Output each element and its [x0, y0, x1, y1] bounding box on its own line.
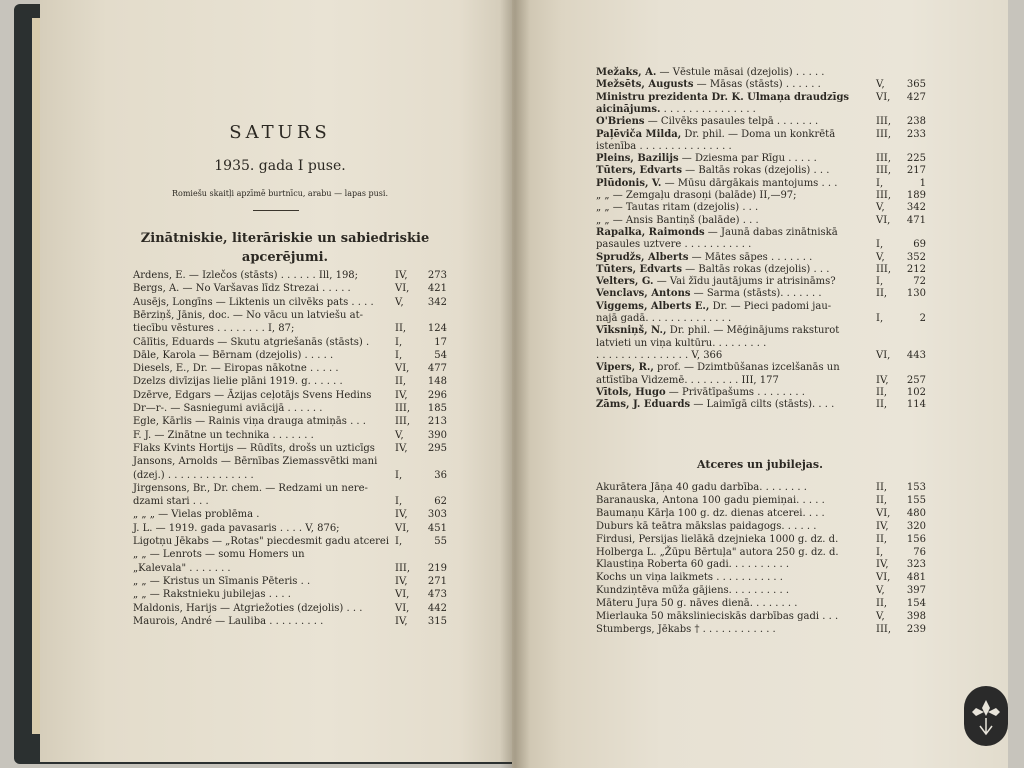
entry-title: Holberga L. „Žūpu Bērtuļa" autora 250 g. dz. d.	[596, 546, 839, 558]
entry-title: Kundziņtēva mūža gājiens. . . . . . . . . .	[596, 585, 790, 597]
entry-issue: V,	[395, 296, 404, 308]
entry-title: attīstība Vidzemē. . . . . . . . . III, 177	[596, 374, 779, 386]
entry-issue: IV,	[395, 270, 408, 281]
entry-issue: V,	[395, 429, 404, 441]
entry-page: 2	[919, 313, 926, 324]
entry-page: 1	[919, 177, 926, 189]
entry-page: 257	[906, 374, 926, 386]
watermark-logo	[964, 686, 1008, 746]
page-title: SATURS	[229, 122, 331, 143]
entry-title: Mežaks, A. — Vēstule māsai (dzejolis) . . . . .	[596, 67, 825, 78]
entry-issue: V,	[876, 79, 885, 91]
entry-page: 271	[427, 575, 447, 587]
entry-page: 481	[906, 572, 926, 584]
entry-page: 225	[906, 153, 926, 165]
entry-page: 273	[427, 270, 447, 281]
entry-page: 296	[427, 389, 447, 401]
entry-issue: III,	[876, 116, 892, 128]
entry-issue: III,	[395, 416, 411, 428]
entry-issue: II,	[876, 288, 888, 300]
entry-title: Akurātera Jāņa 40 gadu darbība. . . . . . . .	[596, 482, 807, 493]
entry-title: (dzej.) . . . . . . . . . . . . . .	[133, 469, 254, 481]
entry-page: 398	[906, 611, 926, 622]
entry-page: 76	[913, 546, 926, 558]
entry-title: Tūters, Edvarts — Baltās rokas (dzejolis) . . .	[596, 165, 830, 177]
section-heading-jubilees: Atceres un jubilejas.	[697, 458, 823, 471]
page-edge	[32, 18, 40, 734]
entry-issue: IV,	[395, 389, 408, 401]
entry-title: Bergs, A. — No Varšavas līdz Strezai . . . . .	[133, 283, 351, 295]
entry-issue: I,	[876, 239, 884, 251]
entry-title: „ „ „ — Vielas problēma .	[133, 509, 260, 521]
entry-title: tiecību vēstures . . . . . . . . I, 87;	[133, 323, 295, 335]
entry-page: 233	[906, 128, 926, 140]
entry-issue: III,	[876, 165, 892, 177]
entry-page: 451	[427, 522, 447, 534]
section-heading: Zinātniskie, literāriskie un sabiedriskie apcerējumi.	[140, 231, 430, 265]
entry-issue: II,	[395, 376, 407, 388]
entry-issue: V,	[876, 251, 885, 263]
entry-issue: VI,	[395, 602, 410, 614]
entry-title: „ „ — Zemgaļu drasoņi (balāde) II,—97;	[596, 190, 797, 201]
book-gutter	[500, 0, 530, 768]
entry-issue: II,	[395, 323, 407, 335]
entry-issue: VI,	[395, 589, 410, 601]
entry-title: Paļēviča Milda, Dr. phil. — Doma un konkrētā	[596, 128, 836, 140]
entry-page: 17	[434, 336, 447, 348]
entry-title: „ „ — Rakstnieku jubilejas . . . .	[133, 589, 291, 601]
entry-issue: I,	[395, 496, 403, 508]
entry-title: Baumaņu Kārļa 100 g. dz. dienas atcerei. . . .	[596, 507, 825, 519]
entry-issue: VI,	[876, 91, 891, 103]
page-note: Romiešu skaitļi apzīmē burtnīcu, arabu — lapas pusi.	[171, 189, 388, 198]
entry-page: 69	[913, 239, 926, 251]
entry-title: Dzērve, Edgars — Āzijas ceļotājs Svens Hedins	[133, 389, 372, 401]
entry-page: 427	[906, 91, 926, 103]
entry-issue: I,	[876, 276, 884, 288]
entry-title: Dzelzs divīzijas lielie plāni 1919. g. . . . . .	[133, 376, 343, 388]
entry-issue: VI,	[876, 214, 891, 226]
entry-page: 102	[906, 386, 926, 398]
entry-page: 130	[906, 288, 926, 300]
entry-issue: VI,	[395, 363, 410, 375]
entry-title: Kochs un viņa laikmets . . . . . . . . . . .	[596, 572, 783, 584]
entry-title: istenība . . . . . . . . . . . . . . .	[596, 140, 732, 152]
entry-page: 212	[906, 263, 926, 275]
entry-page: 352	[906, 251, 926, 263]
entry-page: 471	[906, 214, 926, 226]
entry-title: Maldonis, Harijs — Atgriežoties (dzejolis) . . .	[133, 602, 363, 614]
entry-title: „ „ — Lenrots — somu Homers un	[133, 549, 305, 561]
entry-page: 443	[906, 349, 926, 361]
entry-issue: IV,	[395, 442, 408, 454]
entry-page: 342	[427, 296, 447, 308]
entry-issue: V,	[876, 611, 885, 622]
entry-title: J. L. — 1919. gada pavasaris . . . . V, 876;	[133, 522, 340, 534]
entry-issue: IV,	[395, 509, 408, 521]
entry-page: 323	[906, 559, 926, 571]
entry-issue: I,	[876, 313, 884, 324]
entry-issue: I,	[876, 546, 884, 558]
entry-title: aicinājums. . . . . . . . . . . . . . . .	[596, 103, 756, 115]
entry-title: Egle, Kārlis — Rainis viņa drauga atmiņās . . .	[133, 416, 366, 428]
entry-page: 72	[913, 276, 926, 288]
entry-page: 473	[427, 589, 447, 601]
entry-page: 153	[906, 482, 926, 493]
entry-page: 148	[427, 376, 447, 388]
entry-title: F. J. — Zinātne un technika . . . . . . .	[133, 429, 314, 441]
entry-title: Dāle, Karola — Bērnam (dzejolis) . . . . .	[133, 349, 334, 361]
entry-page: 154	[906, 598, 926, 610]
entry-title: Ligotņu Jēkabs — „Rotas" piecdesmit gadu atcerei	[133, 536, 390, 547]
entry-issue: VI,	[876, 349, 891, 361]
page-subtitle: 1935. gada I puse.	[214, 158, 346, 174]
entry-title: . . . . . . . . . . . . . . . V, 366	[596, 349, 723, 361]
entry-title: „ „ — Kristus un Sīmanis Pēteris . .	[133, 575, 311, 587]
entry-title: Zāms, J. Eduards — Laimīgā cilts (stāsts). . . .	[596, 399, 835, 411]
entry-page: 342	[906, 202, 926, 214]
entry-title: Mežsēts, Augusts — Māsas (stāsts) . . . . . .	[596, 79, 821, 91]
entry-issue: II,	[876, 494, 888, 506]
entry-issue: IV,	[876, 374, 889, 386]
entry-title: Jansons, Arnolds — Bērnības Ziemassvētki mani	[133, 456, 378, 468]
entry-issue: IV,	[395, 615, 408, 627]
entry-title: Baranauska, Antona 100 gadu piemiņai. . . . .	[596, 494, 825, 506]
entry-issue: VI,	[876, 572, 891, 584]
entry-issue: IV,	[395, 575, 408, 587]
entry-title: Maurois, André — Lauliba . . . . . . . . .	[133, 615, 324, 627]
divider	[253, 210, 299, 211]
entry-issue: III,	[395, 403, 411, 414]
entry-issue: V,	[876, 202, 885, 214]
entry-issue: IV,	[876, 520, 889, 532]
entry-page: 421	[427, 283, 447, 295]
entry-page: 155	[906, 494, 926, 506]
entry-issue: VI,	[395, 522, 410, 534]
entry-issue: I,	[395, 336, 403, 348]
entry-title: Sprudžs, Alberts — Mātes sāpes . . . . . . .	[596, 251, 813, 263]
entry-issue: III,	[395, 562, 411, 574]
entry-title: Ausējs, Longīns — Liktenis un cilvēks pats . . . .	[133, 296, 374, 308]
entry-title: Vītols, Hugo — Privātīpašums . . . . . . . .	[596, 386, 805, 398]
entry-page: 217	[906, 165, 926, 177]
entry-title: Diesels, E., Dr. — Eiropas nākotne . . . . .	[133, 363, 339, 375]
entry-title: Duburs kā teātra mākslas paidagogs. . . . . .	[596, 520, 817, 532]
entry-title: Viggems, Alberts E., Dr. — Pieci padomi jau-	[596, 300, 832, 312]
entry-title: pasaules uztvere . . . . . . . . . . .	[596, 239, 752, 251]
entry-title: Cālītis, Eduards — Skutu atgriešanās (stāsts) .	[133, 336, 370, 348]
entry-issue: IV,	[876, 559, 889, 571]
entry-page: 365	[906, 79, 926, 91]
entry-issue: I,	[395, 349, 403, 361]
entry-title: Stumbergs, Jēkabs † . . . . . . . . . . . .	[596, 623, 776, 635]
entry-title: „ „ — Ansis Bantiņš (balāde) . . .	[596, 214, 759, 226]
entry-page: 315	[427, 615, 447, 627]
entry-issue: III,	[876, 128, 892, 140]
entry-page: 219	[427, 562, 447, 574]
entry-page: 54	[434, 349, 447, 361]
entry-title: Klaustiņa Roberta 60 gadi. . . . . . . . . .	[596, 559, 790, 571]
entry-page: 480	[906, 507, 926, 519]
entry-page: 295	[427, 442, 447, 454]
entry-page: 124	[427, 323, 447, 335]
entry-title: Bērziņš, Jānis, doc. — No vācu un latviešu at-	[133, 309, 363, 321]
entry-title: Rapalka, Raimonds — Jaunā dabas zinātniskā	[596, 226, 838, 238]
entry-issue: VI,	[876, 507, 891, 519]
entry-title: Dr—r-. — Sasniegumi aviācijā . . . . . .	[133, 403, 323, 414]
entry-issue: III,	[876, 153, 892, 165]
entry-title: Pleins, Bazilijs — Dziesma par Rīgu . . . . .	[596, 153, 817, 165]
entry-issue: III,	[876, 190, 892, 201]
entry-page: 390	[427, 429, 447, 441]
entry-issue: VI,	[395, 283, 410, 295]
entry-page: 239	[906, 623, 926, 635]
entry-title: Ardens, E. — Izlečos (stāsts) . . . . . . Ill, 198;	[133, 270, 359, 281]
entry-title: Vipers, R., prof. — Dzimtbūšanas izcelšanās un	[596, 362, 840, 374]
entry-issue: II,	[876, 386, 888, 398]
entry-issue: I,	[876, 177, 884, 189]
entry-issue: III,	[876, 623, 892, 635]
entry-page: 442	[427, 602, 447, 614]
entry-title: Firdusi, Persijas lielākā dzejnieka 1000 g. dz. d.	[596, 533, 839, 545]
entry-title: Flaks Kvints Hortijs — Rūdīts, drošs un uzticīgs	[133, 442, 375, 454]
entry-title: Velters, G. — Vai žīdu jautājums ir atrisināms?	[596, 276, 836, 288]
entry-page: 303	[427, 509, 447, 521]
entry-page: 62	[434, 496, 447, 508]
entry-page: 213	[427, 416, 447, 428]
entry-issue: V,	[876, 585, 885, 597]
entry-issue: II,	[876, 482, 888, 493]
entry-page: 477	[427, 363, 447, 375]
entry-page: 320	[906, 520, 926, 532]
entry-title: latvieti un viņa kultūru. . . . . . . . .	[596, 337, 767, 349]
entry-page: 55	[434, 536, 447, 547]
entry-title: „ „ — Tautas ritam (dzejolis) . . .	[596, 202, 759, 214]
entry-issue: I,	[395, 469, 403, 481]
entry-title: Plūdonis, V. — Mūsu dārgākais mantojums . . .	[596, 177, 838, 189]
entry-title: Venclavs, Antons — Sarma (stāsts). . . . . . .	[596, 288, 822, 300]
entry-issue: I,	[395, 536, 403, 547]
entry-title: O'Briens — Cilvēks pasaules telpā . . . . . . .	[596, 116, 819, 128]
entry-issue: II,	[876, 533, 888, 545]
entry-title: Jirgensons, Br., Dr. chem. — Redzami un nere-	[133, 482, 368, 494]
entry-title: Ministru prezidenta Dr. K. Ulmaņa draudzīgs	[596, 91, 850, 103]
entry-title: Māteru Juŗa 50 g. nāves dienā. . . . . . . .	[596, 598, 798, 610]
entry-title: dzami stari . . .	[133, 496, 209, 508]
entry-issue: II,	[876, 399, 888, 411]
entry-title: najā gadā. . . . . . . . . . . . . .	[596, 313, 732, 324]
entry-page: 397	[906, 585, 926, 597]
entry-page: 114	[906, 399, 926, 411]
entry-title: Vīksniņš, N., Dr. phil. — Mēģinājums raksturot	[596, 325, 840, 337]
entry-page: 189	[906, 190, 926, 201]
entry-page: 238	[906, 116, 926, 128]
entry-title: Tūters, Edvarts — Baltās rokas (dzejolis) . . .	[596, 263, 830, 275]
entry-page: 156	[906, 533, 926, 545]
entry-title: „Kalevala" . . . . . . .	[133, 562, 231, 574]
entry-page: 185	[427, 403, 447, 414]
entry-issue: II,	[876, 598, 888, 610]
entry-page: 36	[434, 469, 447, 481]
entry-issue: III,	[876, 263, 892, 275]
entry-title: Mierlauka 50 mākslinieciskās darbības gadi . . .	[596, 611, 839, 622]
